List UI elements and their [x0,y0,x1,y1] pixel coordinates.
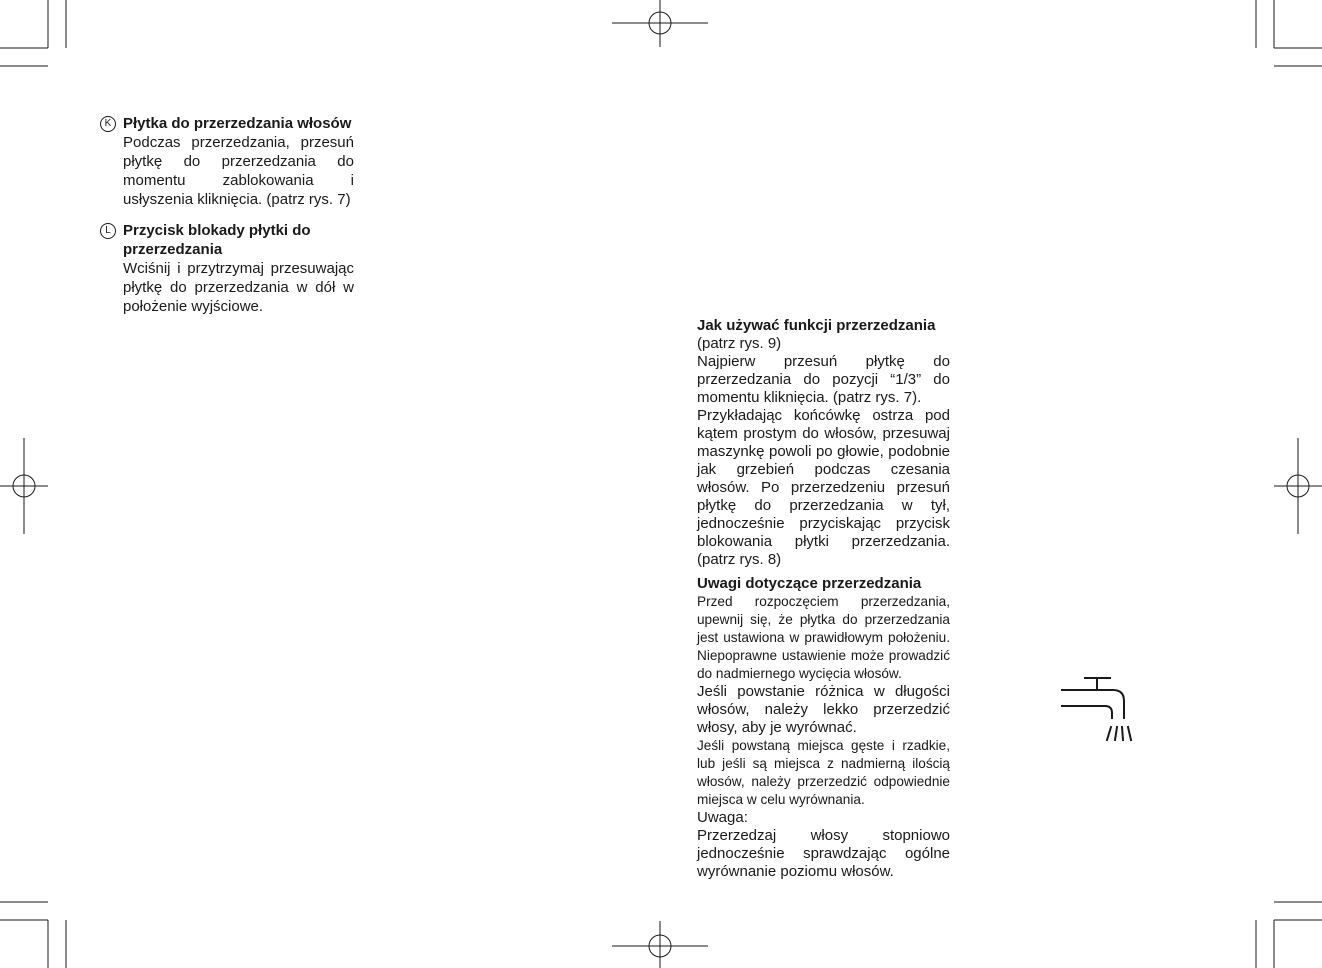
item-marker-l: L [100,223,116,239]
item-title: Płytka do przerzedzania włosów [123,115,352,132]
note-label: Uwaga: [697,809,748,826]
paragraph: Jeśli powstaną miejsca gęste i rzadkie, lub jeśli są miejsca z nadmierną ilością włosów, należy przerzedzić odpowiednie miejsca w celu wyrównania. [697,738,950,807]
paragraph: Najpierw przesuń płytkę do przerzedzania do pozycji “1/3” do momentu kliknięcia. (patrz rys. 7). [697,353,950,406]
item-body: Podczas przerzedzania, przesuń płytkę do przerzedzania do momentu zablokowania i usłyszenia kliknięcia. (patrz rys. 7) [123,134,354,208]
crop-mark-bottom-left [0,902,66,968]
registration-mark-top [612,0,708,47]
registration-mark-left [0,438,48,534]
crop-mark-bottom-right [1256,902,1322,968]
item-title: Przycisk blokady płytki do przerzedzania [123,222,311,258]
item-body: Wciśnij i przytrzymaj przesuwając płytkę do przerzedzania w dół w położenie wyjściowe. [123,260,354,315]
list-item [100,221,354,316]
left-column [100,114,354,316]
section-heading-notes: Uwagi dotyczące przerzedzania [697,575,922,592]
paragraph: Jeśli powstanie różnica w długości włosów, należy lekko przerzedzić włosy, aby je wyrównać. [697,683,950,736]
note-text: Przerzedzaj włosy stopniowo jednocześnie sprawdzając ogólne wyrównanie poziomu włosów. [697,827,950,880]
crop-mark-top-left [0,0,66,66]
paragraph: Przykładając końcówkę ostrza pod kątem prostym do włosów, przesuwaj maszynkę powoli po głowie, podobnie jak grzebień podczas czesania włosów. Po przerzedzeniu przesuń płytkę do przerzedzania w tył, jednocześnie przyciskając przycisk blokowania płytki przerzedzania. (patrz rys. 8) [697,407,950,568]
faucet-icon [1062,678,1131,740]
list-item [100,114,354,209]
registration-mark-right [1274,438,1322,534]
section-heading-usage: Jak używać funkcji przerzedzania [697,317,936,334]
crop-mark-top-right [1256,0,1322,66]
right-column [697,317,950,881]
paragraph: Przed rozpoczęciem przerzedzania, upewnij się, że płytka do przerzedzania jest ustawiona w prawidłowym położeniu. Niepoprawne ustawienie może prowadzić do nadmiernego wycięcia włosów. [697,594,950,681]
registration-mark-bottom [612,921,708,968]
figure-reference: (patrz rys. 9) [697,335,782,352]
item-marker-k: K [100,116,116,132]
